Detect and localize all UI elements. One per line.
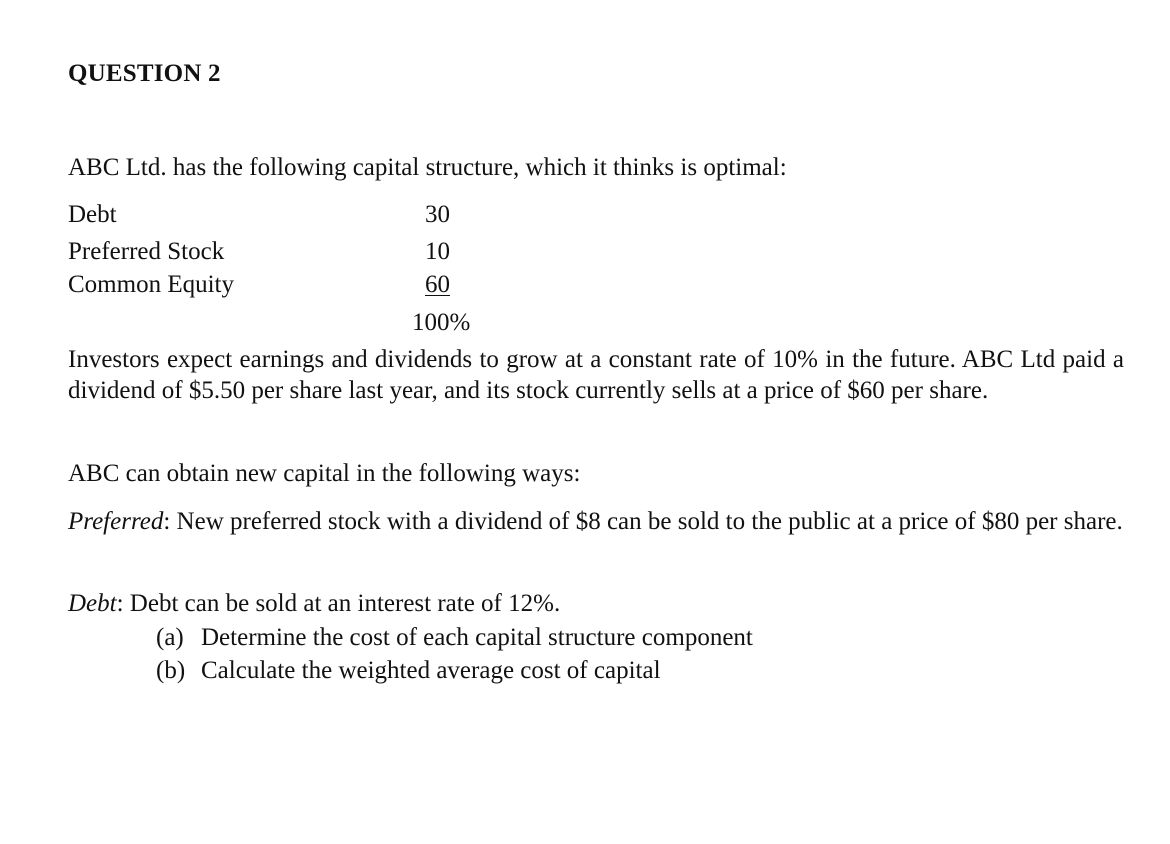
task-text: Determine the cost of each capital structure component — [201, 624, 753, 651]
capital-value: 10 — [425, 238, 450, 265]
capital-structure-table — [68, 201, 488, 308]
capital-label: Preferred Stock — [68, 238, 225, 265]
capital-label: Debt — [68, 201, 117, 228]
task-marker: (a) — [156, 624, 184, 651]
preferred-paragraph — [68, 506, 1124, 537]
task-item-a — [156, 621, 753, 654]
preferred-label: Preferred — [68, 508, 164, 535]
capital-value: 60 — [425, 271, 450, 298]
debt-paragraph — [68, 588, 560, 619]
task-text: Calculate the weighted average cost of capital — [201, 657, 661, 684]
capital-row-preferred-stock — [68, 238, 488, 271]
capital-row-common-equity — [68, 271, 488, 308]
capital-row-debt — [68, 201, 488, 238]
preferred-text: : New preferred stock with a dividend of $8 can be sold to the public at a price of $80 per share. — [163, 508, 1123, 535]
question-title: QUESTION 2 — [68, 60, 221, 87]
debt-text: : Debt can be sold at an interest rate of 12%. — [116, 590, 561, 617]
debt-label: Debt — [68, 590, 117, 617]
capital-value: 30 — [425, 201, 450, 228]
task-item-b — [156, 654, 753, 687]
new-capital-intro: ABC can obtain new capital in the following ways: — [68, 460, 581, 487]
capital-total: 100% — [412, 309, 471, 336]
growth-paragraph: Investors expect earnings and dividends to grow at a constant rate of 10% in the future. ABC Ltd paid a dividend of $5.50 per share last year, and its stock currently sells at a price of $60 per share. — [68, 346, 1124, 404]
task-marker: (b) — [156, 657, 186, 684]
intro-text: ABC Ltd. has the following capital structure, which it thinks is optimal: — [68, 154, 787, 181]
task-list — [156, 621, 753, 687]
capital-label: Common Equity — [68, 271, 234, 298]
